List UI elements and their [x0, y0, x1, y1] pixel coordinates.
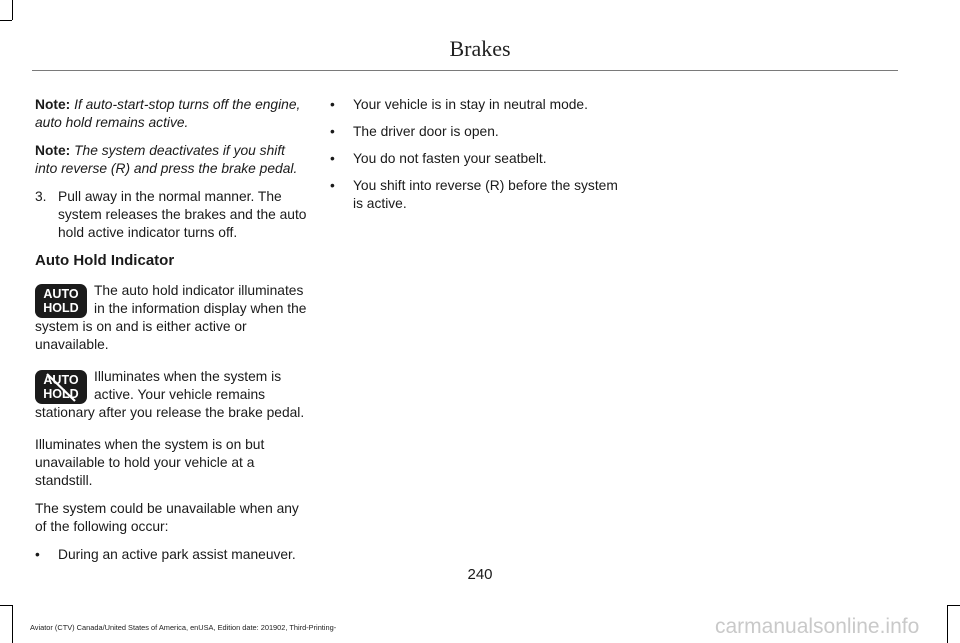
- icon-text-line1: AUTO: [43, 373, 79, 387]
- crop-mark-bottom-right-vertical: [947, 605, 948, 643]
- list-item-text: You do not fasten your seatbelt.: [353, 151, 547, 166]
- indicator-auto-hold-active: [35, 368, 307, 422]
- list-item: [330, 123, 620, 141]
- left-column: [35, 96, 307, 573]
- note-text: The system deactivates if you shift into reverse (R) and press the brake pedal.: [35, 143, 298, 176]
- section-heading: Auto Hold Indicator: [35, 252, 175, 269]
- list-item-text: The driver door is open.: [353, 124, 499, 139]
- step-number: 3.: [35, 189, 47, 204]
- paragraph-conditions: The system could be unavailable when any of the following occur:: [35, 501, 299, 534]
- auto-hold-icon: [35, 284, 87, 318]
- note-text: If auto-start-stop turns off the engine, auto hold remains active.: [35, 97, 301, 130]
- slash-icon: [35, 370, 87, 404]
- icon-text-line2: HOLD: [43, 301, 79, 315]
- list-item: [330, 150, 620, 168]
- crop-mark-top-left-vertical: [12, 0, 13, 20]
- note-label: Note:: [35, 143, 71, 158]
- step-3: [35, 188, 307, 242]
- bullet-icon: •: [330, 97, 335, 112]
- bullet-icon: •: [330, 124, 335, 139]
- page-number: 240: [467, 566, 493, 583]
- indicator-description: Illuminates when the system is active. Your vehicle remains stationary after you release the brake pedal.: [35, 369, 305, 420]
- icon-text-line1: AUTO: [43, 287, 79, 301]
- crop-mark-bottom-left-vertical: [12, 605, 13, 643]
- indicator-auto-hold: [35, 282, 307, 354]
- edition-footer: Aviator (CTV) Canada/United States of America, enUSA, Edition date: 201902, Third-Printing-: [30, 623, 337, 632]
- note-auto-start-stop: [35, 96, 307, 132]
- list-item-text: During an active park assist maneuver.: [58, 547, 296, 562]
- step-text: Pull away in the normal manner. The system releases the brakes and the auto hold active indicator turns off.: [58, 189, 307, 240]
- list-item-text: You shift into reverse (R) before the system is active.: [353, 178, 618, 211]
- crop-mark-top-left-horizontal: [0, 20, 12, 21]
- note-label: Note:: [35, 97, 71, 112]
- list-item: [35, 546, 307, 564]
- note-reverse: [35, 142, 307, 178]
- header-divider: [32, 70, 898, 71]
- bullet-icon: •: [330, 178, 335, 193]
- bullet-icon: •: [35, 547, 40, 562]
- icon-text-line2: HOLD: [43, 387, 79, 401]
- bullet-icon: •: [330, 151, 335, 166]
- crop-mark-bottom-right-horizontal: [947, 605, 960, 606]
- crop-mark-bottom-left-horizontal: [0, 605, 12, 606]
- paragraph-unavailable: Illuminates when the system is on but unavailable to hold your vehicle at a standstill.: [35, 437, 265, 488]
- page-title: Brakes: [449, 36, 511, 61]
- indicator-description: The auto hold indicator illuminates in the information display when the system is on and is either active or unavailable.: [35, 283, 307, 352]
- right-column: [330, 96, 620, 222]
- list-item: [330, 96, 620, 114]
- auto-hold-slash-icon: [35, 370, 87, 404]
- watermark: carmanualsonline.info: [715, 615, 920, 638]
- list-item: [330, 177, 620, 213]
- list-item-text: Your vehicle is in stay in neutral mode.: [353, 97, 588, 112]
